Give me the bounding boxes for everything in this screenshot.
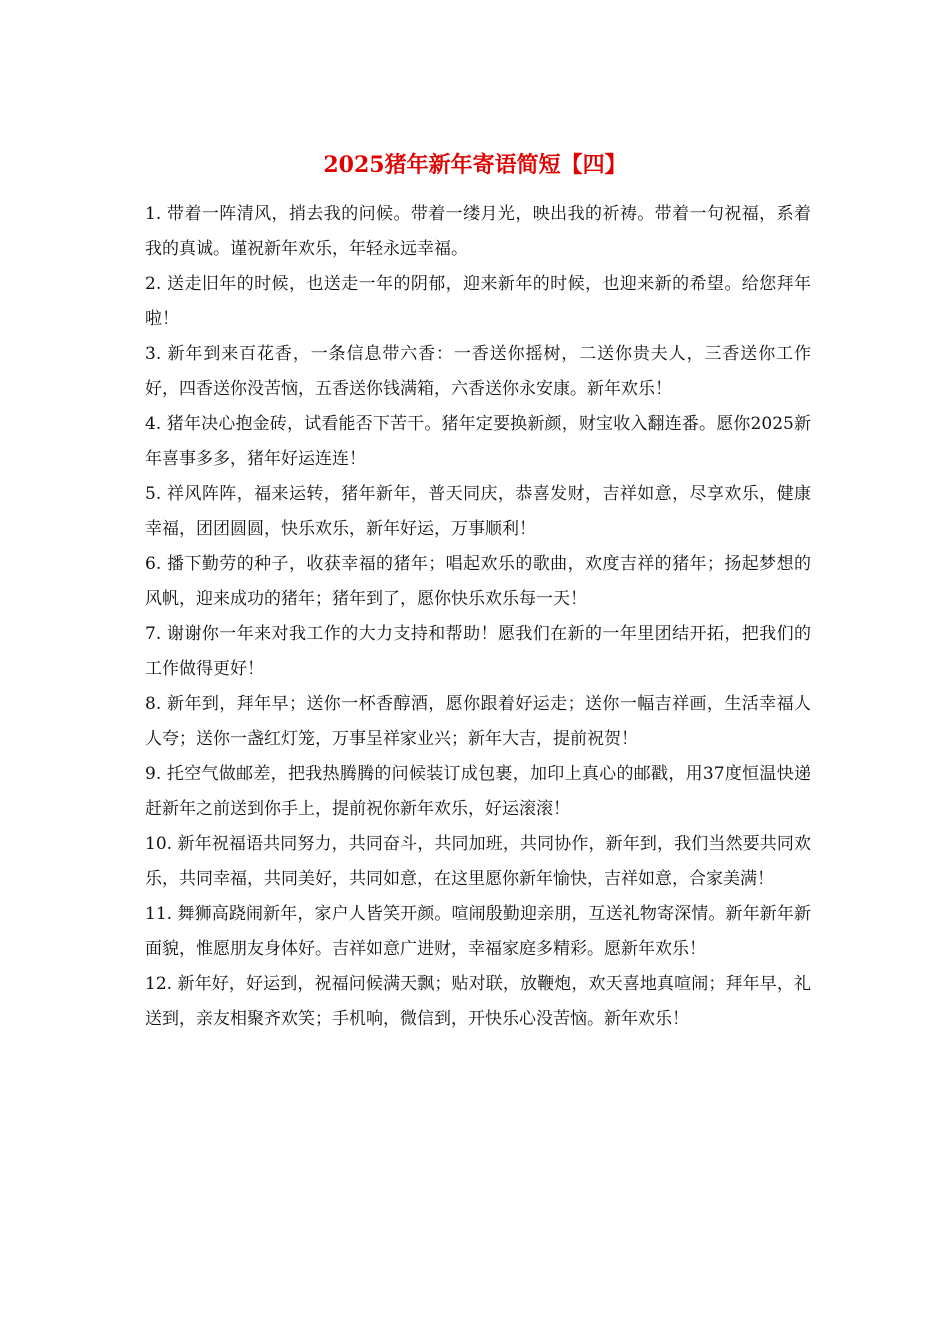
greeting-item: 11. 舞狮高跷闹新年，家户人皆笑开颜。喧闹殷勤迎亲朋，互送礼物寄深情。新年新年新面貌，惟愿朋友身体好。吉祥如意广进财，幸福家庭多精彩。愿新年欢乐！ (145, 904, 811, 959)
greeting-item: 10. 新年祝福语共同努力，共同奋斗，共同加班，共同协作，新年到，我们当然要共同欢乐，共同幸福，共同美好，共同如意，在这里愿你新年愉快，吉祥如意，合家美满！ (145, 834, 811, 889)
greeting-item: 1. 带着一阵清风，捎去我的问候。带着一缕月光，映出我的祈祷。带着一句祝福，系着我的真诚。谨祝新年欢乐，年轻永远幸福。 (145, 204, 811, 259)
greeting-item: 12. 新年好，好运到，祝福问候满天飘；贴对联，放鞭炮，欢天喜地真喧闹；拜年早，礼送到，亲友相聚齐欢笑；手机响，微信到，开快乐心没苦恼。新年欢乐！ (145, 974, 811, 1029)
greeting-item: 4. 猪年决心抱金砖，试看能否下苦干。猪年定要换新颜，财宝收入翻连番。愿你2025新年喜事多多，猪年好运连连！ (145, 414, 811, 469)
greeting-item: 2. 送走旧年的时候，也送走一年的阴郁，迎来新年的时候，也迎来新的希望。给您拜年啦！ (145, 274, 811, 329)
document-body (145, 197, 811, 1037)
greeting-item: 5. 祥风阵阵，福来运转，猪年新年，普天同庆，恭喜发财，吉祥如意，尽享欢乐，健康幸福，团团圆圆，快乐欢乐，新年好运，万事顺利！ (145, 484, 811, 539)
greeting-item: 9. 托空气做邮差，把我热腾腾的问候装订成包裹，加印上真心的邮戳，用37度恒温快递赶新年之前送到你手上，提前祝你新年欢乐，好运滚滚！ (145, 764, 811, 819)
document-title: 2025猪年新年寄语简短【四】 (323, 152, 627, 178)
greeting-item: 6. 播下勤劳的种子，收获幸福的猪年；唱起欢乐的歌曲，欢度吉祥的猪年；扬起梦想的风帆，迎来成功的猪年；猪年到了，愿你快乐欢乐每一天！ (145, 554, 811, 609)
greeting-item: 7. 谢谢你一年来对我工作的大力支持和帮助！愿我们在新的一年里团结开拓，把我们的工作做得更好！ (145, 624, 811, 679)
greeting-item: 3. 新年到来百花香，一条信息带六香：一香送你摇树，二送你贵夫人，三香送你工作好，四香送你没苦恼，五香送你钱满箱，六香送你永安康。新年欢乐！ (145, 344, 811, 399)
greeting-item: 8. 新年到，拜年早；送你一杯香醇酒，愿你跟着好运走；送你一幅吉祥画，生活幸福人人夸；送你一盏红灯笼，万事呈祥家业兴；新年大吉，提前祝贺！ (145, 694, 811, 749)
